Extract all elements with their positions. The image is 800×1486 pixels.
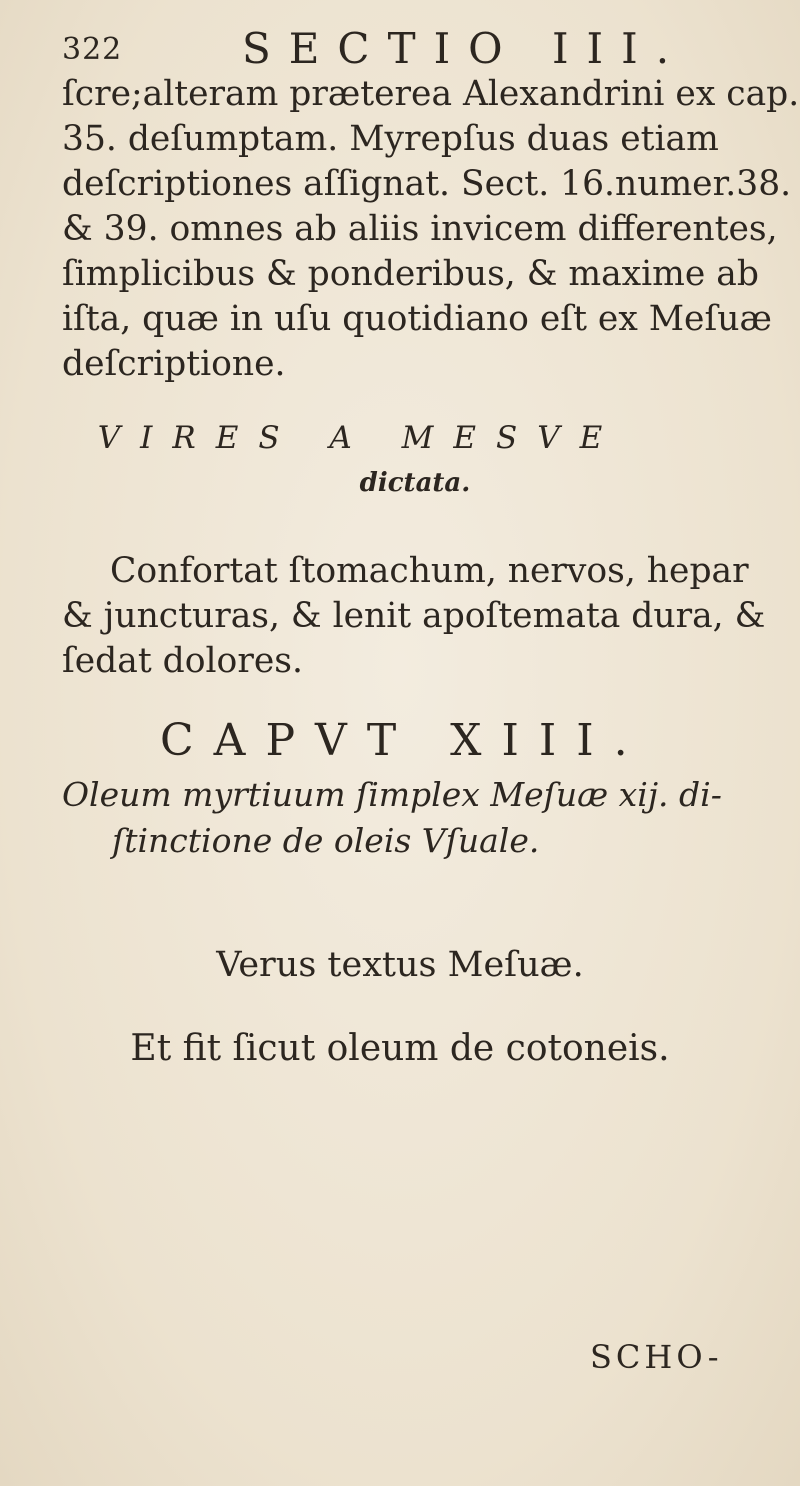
- text-line: ſedat dolores.: [62, 641, 303, 681]
- text-line: ſimplicibus & ponderibus, & maxime ab: [62, 254, 759, 294]
- vires-heading: VIRES A MESVE: [97, 420, 623, 456]
- text-line: deſcriptiones aſſignat. Sect. 16.numer.38.: [62, 164, 792, 204]
- verus-textus-heading: Verus textus Meſuæ.: [216, 945, 584, 985]
- paragraph-2: [62, 549, 792, 684]
- oleum-title: [62, 772, 792, 864]
- catchword: SCHO-: [590, 1338, 723, 1376]
- text-line: 35. deſumptam. Myrepſus duas etiam: [62, 119, 719, 159]
- text-line: Confortat ſtomachum, nervos, hepar: [110, 551, 749, 591]
- text-line: deſcriptione.: [62, 344, 286, 384]
- chapter-heading: CAPVT XIII.: [160, 715, 648, 766]
- running-head: SECTIO III.: [242, 24, 688, 73]
- text-line: ſtinctione de oleis Vſuale.: [112, 821, 540, 860]
- paragraph-1: [62, 72, 800, 387]
- page-number: 322: [62, 32, 123, 67]
- vires-subheading: dictata.: [359, 468, 471, 498]
- text-line: ſcre;alteram præterea Alexandrini ex cap.: [62, 74, 800, 114]
- page-header: [62, 18, 688, 80]
- text-line: & juncturas, & lenit apoſtemata dura, &: [62, 596, 766, 636]
- text-line: & 39. omnes ab aliis invicem differentes,: [62, 209, 778, 249]
- text-line: Oleum myrtiuum ſimplex Meſuæ xij. di-: [62, 775, 722, 814]
- text-line: iſta, quæ in uſu quotidiano eſt ex Meſuæ: [62, 299, 772, 339]
- et-fit-line: Et fit ſicut oleum de cotoneis.: [130, 1028, 670, 1069]
- catchword-area: [590, 1338, 770, 1388]
